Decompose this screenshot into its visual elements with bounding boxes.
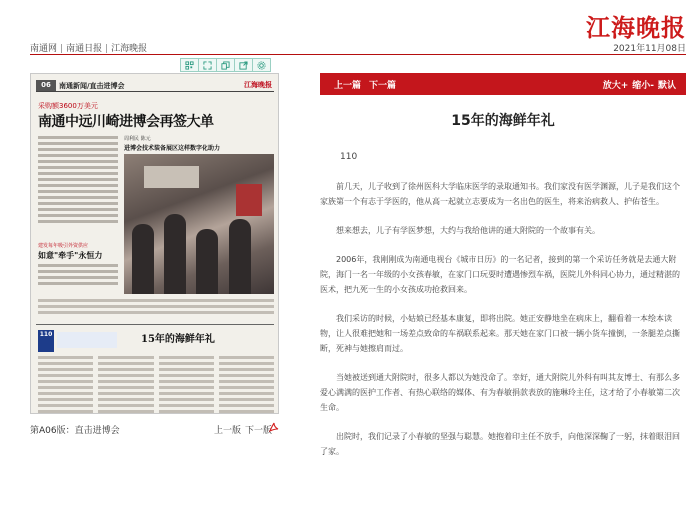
article-toolbar <box>320 73 686 95</box>
article-paragraph: 当她被送到通大附院时，很多人都以为她没命了。幸好，通大附院儿外科有叫其友博士、有那么多爱心满满的医护工作者、有热心联络的媒体、有为春敏捐款表放的施琳玲主任，这才给了小春敏第二次生命。 <box>320 373 680 412</box>
pdf-icon[interactable] <box>269 422 279 433</box>
copy-icon <box>221 61 230 70</box>
header-divider <box>30 54 686 55</box>
link-separator: | <box>60 44 64 54</box>
settings-icon <box>257 61 266 70</box>
page-pager <box>214 423 272 436</box>
column-banner <box>57 332 117 348</box>
article-paragraph: 110 <box>340 152 358 162</box>
site-links <box>30 41 147 54</box>
qr-code-button[interactable] <box>180 58 199 72</box>
next-article-link[interactable]: 下一篇 <box>369 81 397 91</box>
link-jianghai-evening[interactable]: 江海晚报 <box>111 44 148 54</box>
column-logo: 110 <box>38 330 54 352</box>
issue-date: 2021年11月08日 <box>613 44 686 54</box>
story-text-columns <box>38 356 274 414</box>
page-divider <box>36 324 274 325</box>
link-separator: | <box>105 44 109 54</box>
page-brand: 江海晚报 <box>244 81 272 89</box>
link-nantong-net[interactable]: 南通网 <box>30 44 58 54</box>
fullscreen-button[interactable] <box>198 58 217 72</box>
page-number-badge: 06 <box>36 80 56 91</box>
lower-text-block <box>38 299 274 317</box>
newspaper-page-header <box>36 80 274 92</box>
secondary-headline[interactable]: 进博会技术装备展区这样数字化助力 <box>124 145 221 152</box>
article-title: 15年的海鲜年礼 <box>451 113 555 129</box>
qr-icon <box>185 61 194 70</box>
next-page-link[interactable]: 下一版 <box>245 426 273 436</box>
page-toolbar <box>180 58 270 72</box>
prev-page-link[interactable]: 上一版 <box>214 426 242 436</box>
copy-button[interactable] <box>216 58 235 72</box>
prev-article-link[interactable]: 上一篇 <box>334 81 362 91</box>
share-button[interactable] <box>234 58 253 72</box>
article-body <box>320 150 686 473</box>
settings-button[interactable] <box>252 58 271 72</box>
article-paragraph: 2006年，我刚刚成为南通电视台《城市日历》的一名记者，接到的第一个采访任务就是去通大附院，海门一名一年级的小女孩春敏，在家门口玩耍时遭遇惨烈车祸，医院儿外科同心协力，通过精湛的医术，把九死一生的小女孩成功抢救回来。 <box>320 255 680 294</box>
story-headline[interactable]: 15年的海鲜年礼 <box>141 334 215 345</box>
fullscreen-icon <box>203 61 212 70</box>
edition-label: 第A06版：直击进博会 <box>30 426 120 436</box>
side-text-column <box>38 264 118 288</box>
zoom-in-button[interactable]: 放大+ <box>602 81 629 91</box>
share-icon <box>239 61 248 70</box>
page-section-name: 南通新闻/直击进博会 <box>59 82 125 90</box>
link-nantong-daily[interactable]: 南通日报 <box>66 44 103 54</box>
zoom-default-button[interactable]: 默认 <box>657 81 676 91</box>
newspaper-page-thumbnail[interactable] <box>30 73 279 414</box>
secondary-byline: 周利民 陈元 <box>124 136 151 142</box>
lead-text-column <box>38 136 118 226</box>
zoom-out-button[interactable]: 缩小- <box>632 81 654 91</box>
article-paragraph: 我们采访的时候，小姑娘已经基本康复，即将出院。她正安静地坐在病床上，翻看着一本绘本读物，让人很难把她和一场差点致命的车祸联系起来。那天她在家门口被一辆小货车撞倒，一条腿差点撕断，死神与她擦肩而过。 <box>320 314 680 353</box>
news-photo[interactable] <box>124 154 274 294</box>
article-paragraph: 出院时，我们记录了小春敏的坚强与聪慧。她抱着印主任不放手，向他深深鞠了一躬，抹着眼泪回了家。 <box>320 432 680 456</box>
lead-headline[interactable]: 南通中远川崎进博会再签大单 <box>38 114 214 130</box>
article-nav <box>334 78 396 91</box>
article-paragraph: 想来想去，儿子有学医梦想，大约与我给他讲的通大附院的一个故事有关。 <box>336 226 600 235</box>
side-story-kicker: 建发每年吸引外资供应 <box>38 243 89 249</box>
side-story-headline[interactable]: 如意"牵手"永恒力 <box>38 251 103 260</box>
brand-logo[interactable]: 江海晚报 <box>586 13 686 42</box>
article-paragraph: 前几天，儿子收到了徐州医科大学临床医学的录取通知书。我们家没有医学渊源，儿子是我们这个家族第一个有志于学医的，他从高一起就立志要成为一名出色的医生，将来治病救人、护佑苍生。 <box>320 182 680 206</box>
site-header <box>0 0 700 58</box>
font-zoom-controls <box>603 78 676 91</box>
article-panel <box>320 73 686 514</box>
headline-kicker: 采购额3600万美元 <box>38 102 98 110</box>
